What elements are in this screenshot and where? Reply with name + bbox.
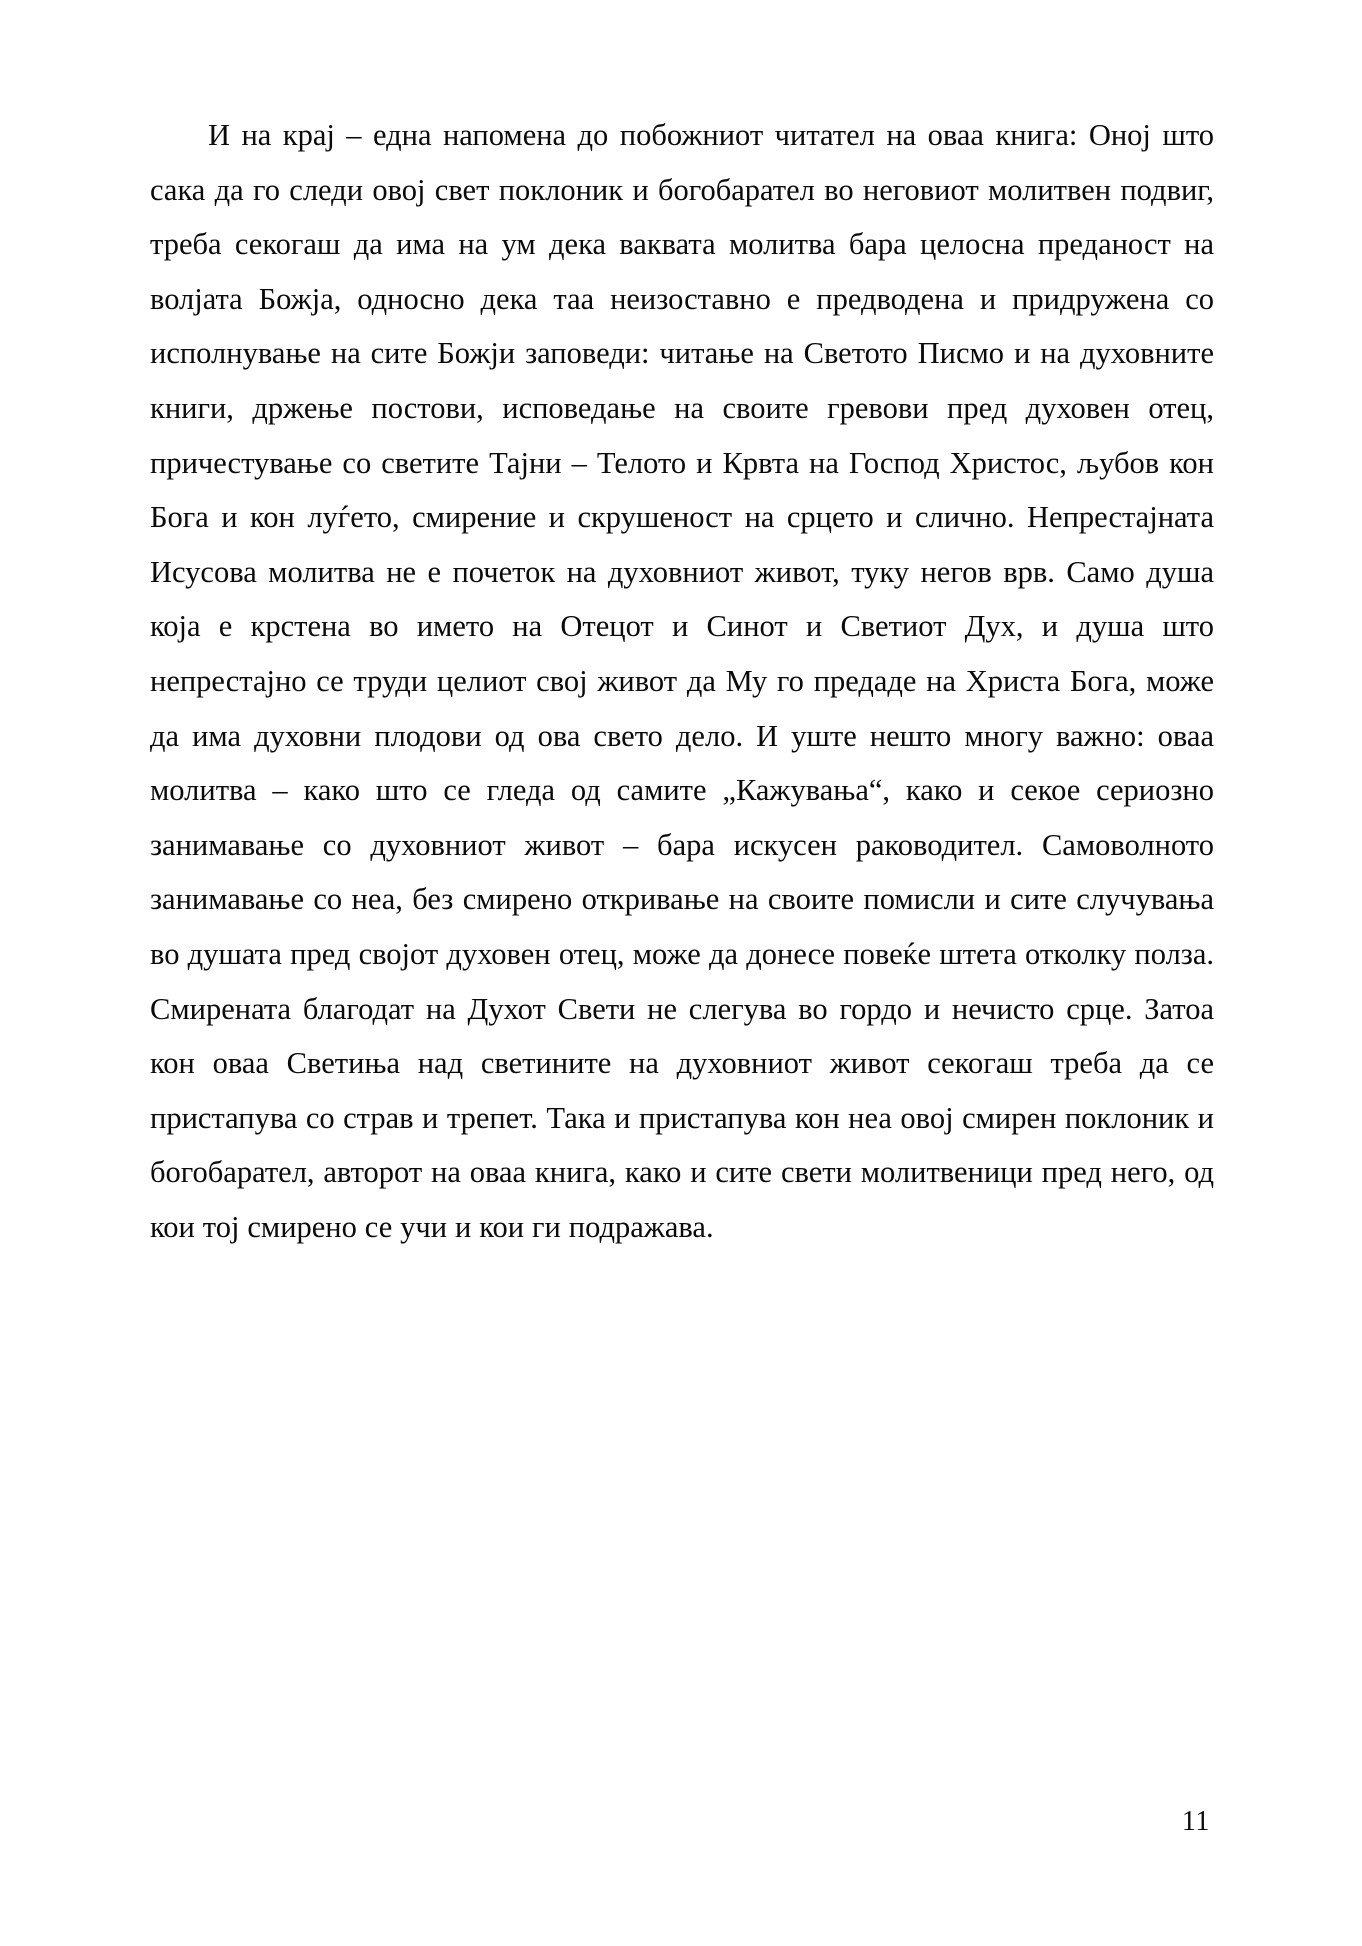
body-paragraph: И на крај – една напомена до побожниот читател на оваа книга: Оној што сака да го следи овој свет поклоник и богобарател во неговиот молитвен подвиг, треба секогаш да има на ум дека ваквата молитва бара целосна преданост на волјата Божја, односно дека таа неизоставно е предводена и придружена со исполнување на сите Божји заповеди: читање на Светото Писмо и на духовните книги, држење постови, исповедање на своите гревови пред духовен отец, причестување со светите Тајни – Телото и Крвта на Господ Христос, љубов кон Бога и кон луѓето, смирение и скрушеност на срцето и слично. Непрестајната Исусова молитва не е почеток на духовниот живот, туку негов врв. Само душа која е крстена во името на Отецот и Синот и Светиот Дух, и душа што непрестајно се труди целиот свој живот да Му го предаде на Христа Бога, може да има духовни плодови од ова свето дело. И уште нешто многу важно: оваа молитва – како што се гледа од самите „Кажувања“, како и секое сериозно занимавање со духовниот живот – бара искусен раководител. Самоволното занимавање со неа, без смирено откривање на своите помисли и сите случувања во душата пред својот духовен отец, може да донесе повеќе штета отколку полза. Смирената благодат на Духот Свети не слегува во гордо и нечисто срце. Затоа кон оваа Светиња над светините на духовниот живот секогаш треба да се пристапува со страв и трепет. Така и пристапува кон неа овој смирен поклоник и богобарател, авторот на оваа книга, како и сите свети молитвеници пред него, од кои тој смирено се учи и кои ги подражава. xyxy=(150,118,1214,1244)
page-number: 11 xyxy=(1181,1806,1210,1837)
body-text-block xyxy=(150,108,1214,1254)
